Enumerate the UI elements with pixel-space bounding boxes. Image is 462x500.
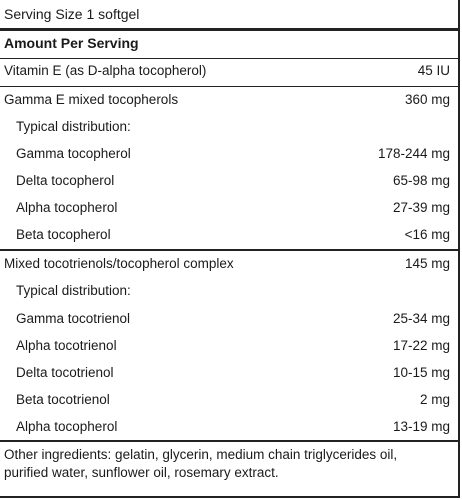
nutrient-amount: <16 mg [404, 227, 450, 242]
nutrient-label: Beta tocotrienol [16, 392, 110, 407]
nutrient-label: Mixed tocotrienols/tocopherol complex [4, 256, 234, 271]
nutrient-amount: 10-15 mg [392, 365, 450, 380]
nutrient-amount: 17-22 mg [392, 338, 450, 353]
other-ingredients: Other ingredients: gelatin, glycerin, medium chain triglycerides oil, purified water, sunflower oil, rosemary extract. [4, 447, 398, 480]
nutrient-amount: 178-244 mg [377, 146, 450, 161]
nutrient-label: Alpha tocopherol [16, 419, 118, 434]
thick-divider [0, 28, 458, 31]
divider [0, 249, 458, 251]
nutrient-label: Alpha tocopherol [16, 200, 118, 215]
nutrient-amount: 13-19 mg [392, 419, 450, 434]
amount-per-serving-heading: Amount Per Serving [4, 35, 139, 51]
nutrient-amount: 2 mg [419, 392, 450, 407]
nutrient-amount: 27-39 mg [392, 200, 450, 215]
divider [0, 58, 458, 59]
distribution-label: Typical distribution: [16, 119, 131, 134]
divider [0, 440, 458, 442]
nutrient-label: Vitamin E (as D-alpha tocopherol) [4, 63, 207, 78]
nutrient-label: Beta tocopherol [16, 227, 111, 242]
distribution-label: Typical distribution: [16, 283, 131, 298]
nutrient-label: Delta tocopherol [16, 173, 115, 188]
divider [0, 86, 458, 87]
nutrient-label: Alpha tocotrienol [16, 338, 117, 353]
nutrient-amount: 45 IU [417, 63, 450, 78]
nutrient-label: Gamma tocotrienol [16, 311, 131, 326]
nutrient-label: Delta tocotrienol [16, 365, 114, 380]
nutrient-label: Gamma tocopherol [16, 146, 131, 161]
nutrient-label: Gamma E mixed tocopherols [4, 92, 179, 107]
serving-size: Serving Size 1 softgel [4, 6, 140, 22]
nutrient-amount: 25-34 mg [392, 311, 450, 326]
nutrient-amount: 145 mg [404, 256, 450, 271]
nutrient-amount: 360 mg [404, 92, 450, 107]
nutrient-amount: 65-98 mg [392, 173, 450, 188]
